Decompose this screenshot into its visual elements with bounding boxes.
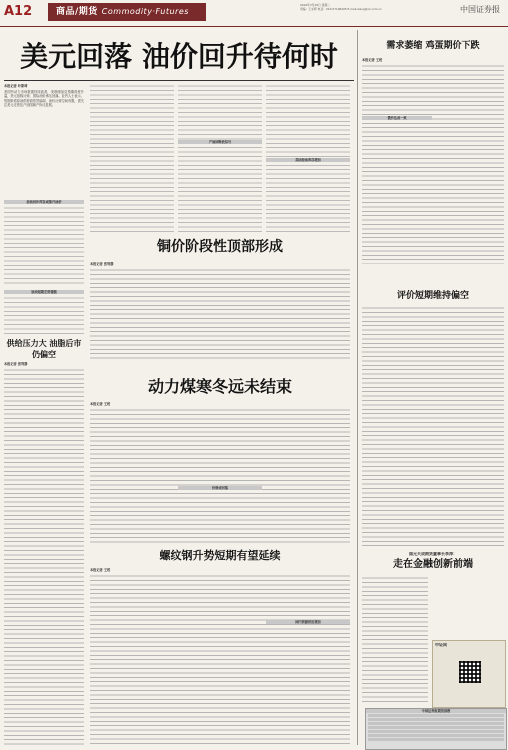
soybean-headline: 供给压力大 油脂后市仍偏空 <box>6 338 82 359</box>
table-row <box>368 726 504 729</box>
soybean-byline: 本报记者 张利静 <box>4 362 28 366</box>
table-row <box>368 738 504 741</box>
section-subtitle: Commodity·Futures <box>101 7 189 16</box>
table-row <box>368 730 504 733</box>
meta-info <box>300 3 460 11</box>
table-row <box>368 718 504 721</box>
advertisement[interactable] <box>432 640 506 708</box>
coal-byline: 本报记者 王姣 <box>90 402 111 406</box>
column-divider <box>357 30 358 745</box>
qr-code-icon[interactable] <box>459 661 481 683</box>
lead-subhead-3: 产油国释放信号 <box>178 140 262 144</box>
lead-body-col1b <box>4 296 84 336</box>
lead-subhead-1: 原油回补库存或推升油价 <box>4 200 84 204</box>
table-row <box>368 734 504 737</box>
lead-body: 美国劳动力市场数据持续改善，美联储加息预期再度升温，美元指数反弹，国际油价承压回落。业内人士表示，短期来看原油供需面依然偏弱，油价反弹空间有限，需关注美元走势及产油国减产协议进展。 <box>4 90 84 108</box>
copper-byline: 本报记者 张利静 <box>90 262 114 266</box>
gold-body <box>362 576 428 704</box>
lead-subhead-2: 原油短期走势谨慎 <box>4 290 84 294</box>
section-banner <box>48 3 206 21</box>
table-row <box>368 722 504 725</box>
lead-rule <box>4 80 354 81</box>
pvc-body <box>362 306 504 546</box>
lead-body-col1 <box>4 206 84 286</box>
lead-headline: 美元回落 油价回升待何时 <box>20 40 338 73</box>
page-number: A12 <box>4 4 33 19</box>
section-title: 商品/期货 <box>56 7 98 17</box>
pvc-headline: 评价短期维持偏空 <box>396 291 469 301</box>
lead-body-col2 <box>90 84 174 232</box>
issue-date: 2016年3月29日 星期二 <box>300 3 331 7</box>
rebar-byline: 本报记者 王姣 <box>90 568 111 572</box>
copper-body <box>90 268 350 360</box>
table-row <box>368 714 504 717</box>
index-table <box>365 708 507 750</box>
coal-headline: 动力煤寒冬远未结束 <box>147 377 292 396</box>
coal-subhead: 价格或回落 <box>178 486 262 490</box>
gold-kicker: 国元天成期货董事长李涛： <box>409 552 457 556</box>
lead-body-col3 <box>178 84 262 232</box>
soybean-body <box>4 368 84 746</box>
gold-headline: 走在金融创新前端 <box>393 559 473 570</box>
coal-body <box>90 408 350 544</box>
ad-label: 中证网 <box>435 643 447 647</box>
index-table-title: 中国证券报期货指数 <box>366 709 506 713</box>
rebar-headline: 螺纹钢升势短期有望延续 <box>159 549 281 562</box>
egg-body <box>362 64 504 264</box>
egg-subhead-1: 俄沙达成一致 <box>362 116 432 120</box>
lead-byline: 本报记者 叶斯琦 <box>4 84 28 88</box>
egg-byline: 本报记者 王姣 <box>362 58 383 62</box>
editor-line: 责编：王东辉 电话：010-57106205 E-mail:wang@cs.com.cn <box>300 7 382 11</box>
copper-headline: 铜价阶段性顶部形成 <box>157 239 283 255</box>
egg-headline: 需求萎缩 鸡蛋期价下跌 <box>386 41 480 51</box>
rebar-body <box>90 574 350 746</box>
masthead <box>0 0 508 27</box>
paper-name: 中国证券报 <box>460 5 500 14</box>
lead-subhead-4: 美国原油库存增加 <box>266 158 350 162</box>
rebar-subhead: 国内资源供应增加 <box>266 620 350 624</box>
